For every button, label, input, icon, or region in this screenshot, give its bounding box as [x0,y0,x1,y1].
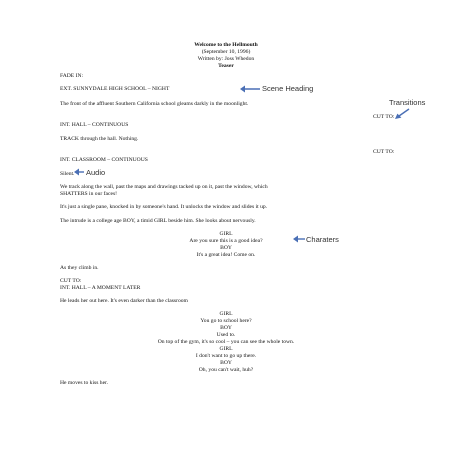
cut-to-transition-2: CUT TO: [373,149,395,155]
fade-in-transition: FADE IN: [60,73,84,79]
action-line: TRACK through the hall. Nothing. [60,136,139,142]
character-name: BOY [220,325,232,331]
annotation-characters: Charaters [306,235,339,244]
scene-heading-4: INT. HALL – A MOMENT LATER [60,285,141,291]
arrow-left-icon [73,167,85,177]
action-line: The front of the affluent Southern California school gleams darkly in the moonlight. [60,101,249,107]
action-line: Silent. [60,171,75,177]
dialogue-line: I don't want to go up there. [195,353,257,359]
action-line: SHATTERS in our faces! [60,191,118,197]
arrow-left-icon [239,84,261,94]
dialogue-line: Are you sure this is a good idea? [189,238,263,244]
cut-to-transition-3: CUT TO: [60,278,82,284]
action-line: As they climb in. [60,265,99,271]
dialogue-line: On top of the gym, it's so cool – you can see the whole town. [157,339,295,345]
annotation-scene-heading: Scene Heading [262,84,314,93]
annotation-audio: Audio [86,168,106,177]
arrow-down-left-icon [394,108,410,120]
script-author: Written by: Joss Whedon [197,56,255,62]
character-name: BOY [220,360,232,366]
character-name: GIRL [219,346,233,352]
action-line: It's just a single pane, knocked in by someone's hand. It unlocks the window and slides it up. [60,204,268,210]
cut-to-transition-1: CUT TO: [373,114,395,120]
scene-heading-1: EXT. SUNNYDALE HIGH SCHOOL – NIGHT [60,86,170,92]
annotation-transitions: Transitions [389,98,426,107]
action-line: He moves to kiss her. [60,380,109,386]
dialogue-line: Oh, you can't wait, huh? [198,367,254,373]
scene-heading-3: INT. CLASSROOM – CONTINUOUS [60,157,148,163]
arrow-left-icon [292,234,306,244]
character-name: BOY [220,245,232,251]
character-name: GIRL [219,311,233,317]
dialogue-line: It's a great idea! Come on. [196,252,256,258]
scene-heading-2: INT. HALL – CONTINUOUS [60,122,129,128]
character-name: GIRL [219,231,233,237]
script-date: (September 10, 1996) [201,49,251,55]
script-act: Teaser [218,63,234,69]
action-line: The intrude is a college age BOY, a timid GIRL beside him. She looks about nervously. [60,218,256,224]
script-title: Welcome to the Hellmouth [194,42,258,48]
action-line: He leads her out here. It's even darker than the classroom [60,298,188,304]
dialogue-line: Used to. [216,332,236,338]
dialogue-line: You go to school here? [200,318,252,324]
action-line: We track along the wall, past the maps and drawings tacked up on it, past the window, which [60,184,268,190]
